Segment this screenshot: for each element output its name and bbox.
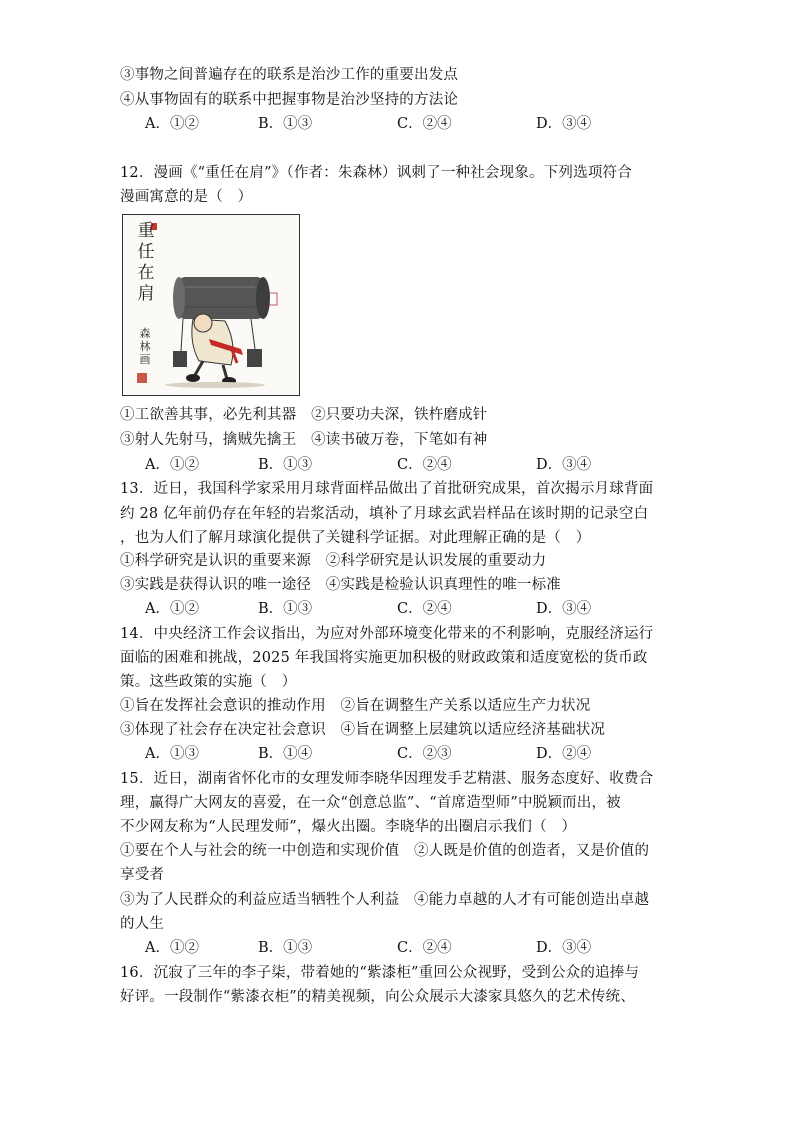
log-icon <box>179 277 263 319</box>
option-b: B．①③ <box>258 940 313 956</box>
option-d: D．③④ <box>536 116 592 132</box>
q15-statements-3-4-line-2: 的人生 <box>120 916 165 932</box>
option-c: C．②④ <box>397 457 452 473</box>
cartoon-signature: 森 林 画 <box>139 327 151 366</box>
q13-options <box>145 598 705 620</box>
option-d: D．③④ <box>536 601 592 617</box>
q14-statements-3-4: ③体现了社会存在决定社会意识 ④旨在调整上层建筑以适应经济基础状况 <box>120 722 606 738</box>
option-c: C．②④ <box>397 116 452 132</box>
q14-statements-1-2: ①旨在发挥社会意识的推动作用 ②旨在调整生产关系以适应生产力状况 <box>120 698 591 714</box>
option-a: A．①③ <box>145 746 199 762</box>
q15-options <box>145 937 705 959</box>
option-b: B．①④ <box>258 746 313 762</box>
option-d: D．②④ <box>536 746 592 762</box>
q12-stem-line-2: 漫画寓意的是（ ） <box>120 189 253 205</box>
cartoon-title: 重 任 在 肩 <box>137 221 155 304</box>
q12-statements-1-2: ①工欲善其事，必先利其器 ②只要功夫深，铁杵磨成针 <box>120 407 488 423</box>
q15-statements-3-4-line-1: ③为了人民群众的利益应适当牺牲个人利益 ④能力卓越的人才有可能创造出卓越 <box>120 892 650 908</box>
q12-statements-3-4: ③射人先射马，擒贼先擒王 ④读书破万卷，下笔如有神 <box>120 432 488 448</box>
cartoon-image <box>122 214 300 396</box>
q11-statement-3: ③事物之间普遍存在的联系是治沙工作的重要出发点 <box>120 67 459 83</box>
q15-statements-1-2-line-2: 享受者 <box>120 867 165 883</box>
seal-bottom-icon <box>137 373 147 383</box>
option-c: C．②④ <box>397 601 452 617</box>
right-bucket-icon <box>247 349 262 367</box>
option-b: B．①③ <box>258 457 313 473</box>
option-d: D．③④ <box>536 940 592 956</box>
q13-stem-line-3: ，也为人们了解月球演化提供了关键科学证据。对此理解正确的是（ ） <box>120 530 591 546</box>
option-b: B．①③ <box>258 601 313 617</box>
option-a: A．①② <box>145 457 199 473</box>
q14-stem-line-1: 14．中央经济工作会议指出，为应对外部环境变化带来的不利影响，克服经济运行 <box>120 626 654 642</box>
q15-stem-line-1: 15．近日，湖南省怀化市的女理发师李晓华因理发手艺精湛、服务态度好、收费合 <box>120 771 654 787</box>
q14-options <box>145 743 705 765</box>
q11-options <box>145 113 705 135</box>
q12-stem-line-1: 12．漫画《“重任在肩”》（作者：朱森林）讽刺了一种社会现象。下列选项符合 <box>120 165 632 181</box>
option-c: C．②③ <box>397 746 452 762</box>
q13-stem-line-2: 约 28 亿年前仍存在年轻的岩浆活动，填补了月球玄武岩样品在该时期的记录空白 <box>120 506 649 522</box>
q14-stem-line-3: 策。这些政策的实施（ ） <box>120 674 297 690</box>
q13-stem-line-1: 13．近日，我国科学家采用月球背面样品做出了首批研究成果，首次揭示月球背面 <box>120 481 654 497</box>
q14-stem-line-2: 面临的困难和挑战，2025 年我国将实施更加积极的财政政策和适度宽松的货币政 <box>120 650 648 666</box>
q16-stem-line-1: 16．沉寂了三年的李子柒，带着她的“紫漆柜”重回公众视野，受到公众的追捧与 <box>120 965 640 981</box>
q15-stem-line-3: 不少网友称为“人民理发师”，爆火出圈。李晓华的出圈启示我们（ ） <box>120 819 577 835</box>
q12-options <box>145 454 705 476</box>
q15-stem-line-2: 理，赢得广大网友的喜爱，在一众“创意总监”、“首席造型师”中脱颖而出，被 <box>120 795 621 811</box>
left-bucket-icon <box>173 351 187 367</box>
person-head-icon <box>194 314 212 332</box>
option-a: A．①② <box>145 601 199 617</box>
q16-stem-line-2: 好评。一段制作“紫漆衣柜”的精美视频，向公众展示大漆家具悠久的艺术传统、 <box>120 989 636 1005</box>
q13-statements-3-4: ③实践是获得认识的唯一途径 ④实践是检验认识真理性的唯一标准 <box>120 577 561 593</box>
q11-statement-4: ④从事物固有的联系中把握事物是治沙坚持的方法论 <box>120 92 459 108</box>
seal-side-icon <box>269 293 277 305</box>
option-c: C．②④ <box>397 940 452 956</box>
option-d: D．③④ <box>536 457 592 473</box>
option-a: A．①② <box>145 116 199 132</box>
option-a: A．①② <box>145 940 199 956</box>
option-b: B．①③ <box>258 116 313 132</box>
q15-statements-1-2-line-1: ①要在个人与社会的统一中创造和实现价值 ②人既是价值的创造者，又是价值的 <box>120 843 650 859</box>
q13-statements-1-2: ①科学研究是认识的重要来源 ②科学研究是认识发展的重要动力 <box>120 553 547 569</box>
